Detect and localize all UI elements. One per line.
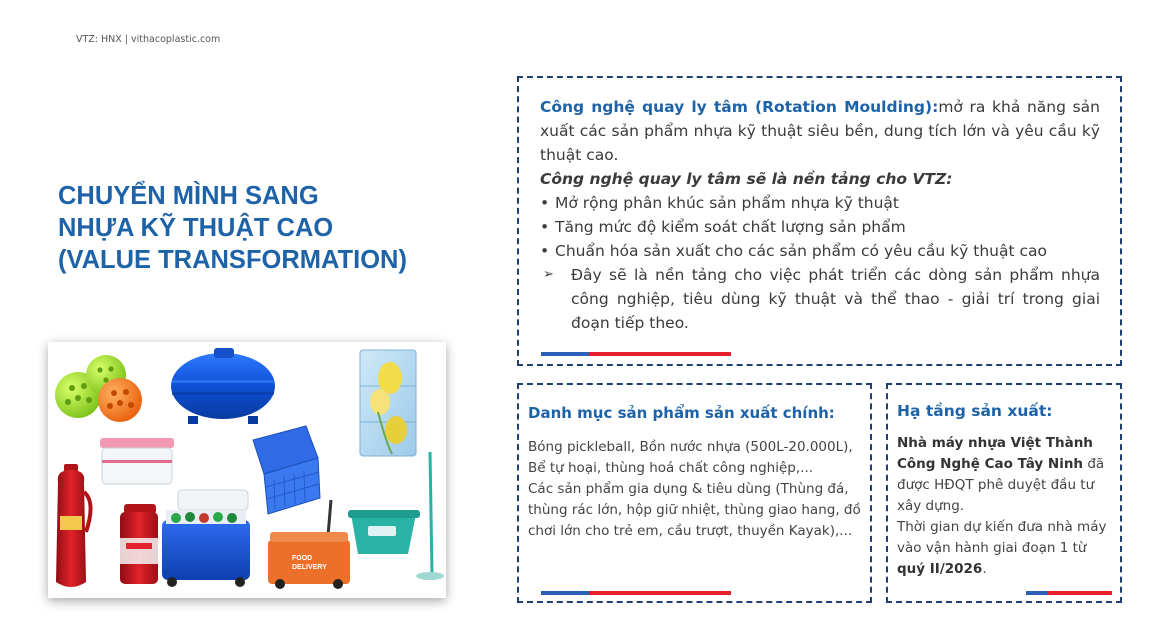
mop-bucket xyxy=(348,452,444,580)
bullet-text: Chuẩn hóa sản xuất cho các sản phẩm có yêu cầu kỹ thuật cao xyxy=(555,242,1047,260)
infrastructure-body xyxy=(897,433,1117,580)
accent-bar xyxy=(541,352,731,356)
accent-bar xyxy=(1026,591,1112,595)
bullet-text: Mở rộng phân khúc sản phẩm nhựa kỹ thuật xyxy=(555,194,899,212)
bullet-icon: • xyxy=(540,194,550,212)
product-catalog-line-2: Các sản phẩm gia dụng & tiêu dùng (Thùng đá, thùng rác lớn, hộp giữ nhiệt, thùng giao hang, đồ chơi lớn cho trẻ em, cầu trượt, thuyền Kayak),... xyxy=(528,481,861,539)
infrastructure-panel xyxy=(886,383,1122,603)
product-catalog-title: Danh mục sản phẩm sản xuất chính: xyxy=(528,404,835,422)
accent-bar-blue xyxy=(541,352,589,356)
title-line-1: CHUYỂN MÌNH SANG xyxy=(58,182,319,210)
product-collage-illustration xyxy=(48,342,446,598)
product-catalog-line-1: Bóng pickleball, Bồn nước nhựa (500L-20.000L), Bể tự hoại, thùng hoá chất công nghiệp,... xyxy=(528,439,853,476)
infrastructure-title: Hạ tầng sản xuất: xyxy=(897,402,1053,420)
bullet-icon: • xyxy=(540,218,550,236)
red-thermos-flask xyxy=(56,464,91,587)
infrastructure-paragraph-2 xyxy=(897,517,1117,580)
food-storage-box xyxy=(100,438,174,484)
accent-bar-blue xyxy=(541,591,589,595)
rotation-moulding-intro-text: mở ra khả năng sản xuất các sản phẩm nhựa kỹ thuật siêu bền, dung tích lớn và yêu cầu kỹ thuật cao. xyxy=(540,98,1100,164)
accent-bar-red xyxy=(589,591,731,595)
title-line-2: NHỰA KỸ THUẬT CAO xyxy=(58,214,334,242)
product-collage-image xyxy=(48,342,446,598)
pickleball-orange xyxy=(98,378,142,422)
plastic-cabinet xyxy=(360,350,416,456)
product-catalog-panel xyxy=(517,383,872,603)
blue-crate xyxy=(253,426,320,514)
bullet-item xyxy=(540,239,1100,263)
bullet-item xyxy=(540,215,1100,239)
conclusion-item xyxy=(543,263,1100,335)
header-text: VTZ: HNX | vithacoplastic.com xyxy=(76,34,221,45)
ice-cooler xyxy=(162,490,250,587)
accent-bar-red xyxy=(1048,591,1112,595)
bullet-item xyxy=(540,191,1100,215)
accent-bar-blue xyxy=(1026,591,1048,595)
conclusion-text: Đây sẽ là nền tảng cho việc phát triển các dòng sản phẩm nhựa công nghiệp, tiêu dùng kỹ thuật và thể thao - giải trí trong giai đoạn tiếp theo. xyxy=(571,266,1100,332)
rotation-moulding-panel xyxy=(517,76,1122,366)
infrastructure-paragraph-1 xyxy=(897,433,1117,517)
title-line-3: (VALUE TRANSFORMATION) xyxy=(58,246,407,274)
product-catalog-body xyxy=(528,437,868,542)
approval-text: đã được HĐQT phê duyệt đầu tư xây dựng. xyxy=(897,456,1105,514)
water-tank xyxy=(171,348,275,424)
foundation-heading: Công nghệ quay ly tâm sẽ là nền tảng cho VTZ: xyxy=(540,170,953,188)
bullet-icon: • xyxy=(540,242,550,260)
schedule-text: Thời gian dự kiến đưa nhà máy vào vận hành giai đoạn 1 từ xyxy=(897,519,1107,556)
schedule-date: quý II/2026 xyxy=(897,561,983,577)
factory-name: Nhà máy nhựa Việt Thành Công Nghệ Cao Tây Ninh xyxy=(897,435,1093,472)
rotation-moulding-heading: Công nghệ quay ly tâm (Rotation Moulding): xyxy=(540,98,939,116)
rotation-moulding-content xyxy=(540,95,1100,335)
arrow-bullet-icon: ➢ xyxy=(543,267,554,282)
page-title xyxy=(58,180,407,276)
schedule-end: . xyxy=(982,561,987,577)
food-delivery-label-1: FOOD xyxy=(292,555,313,562)
rotation-moulding-intro xyxy=(540,95,1100,167)
food-delivery-cooler xyxy=(268,500,350,589)
food-delivery-label-2: DELIVERY xyxy=(292,564,327,571)
accent-bar-red xyxy=(589,352,731,356)
bullet-text: Tăng mức độ kiểm soát chất lượng sản phẩm xyxy=(555,218,906,236)
accent-bar xyxy=(541,591,731,595)
red-water-jug xyxy=(120,504,158,584)
